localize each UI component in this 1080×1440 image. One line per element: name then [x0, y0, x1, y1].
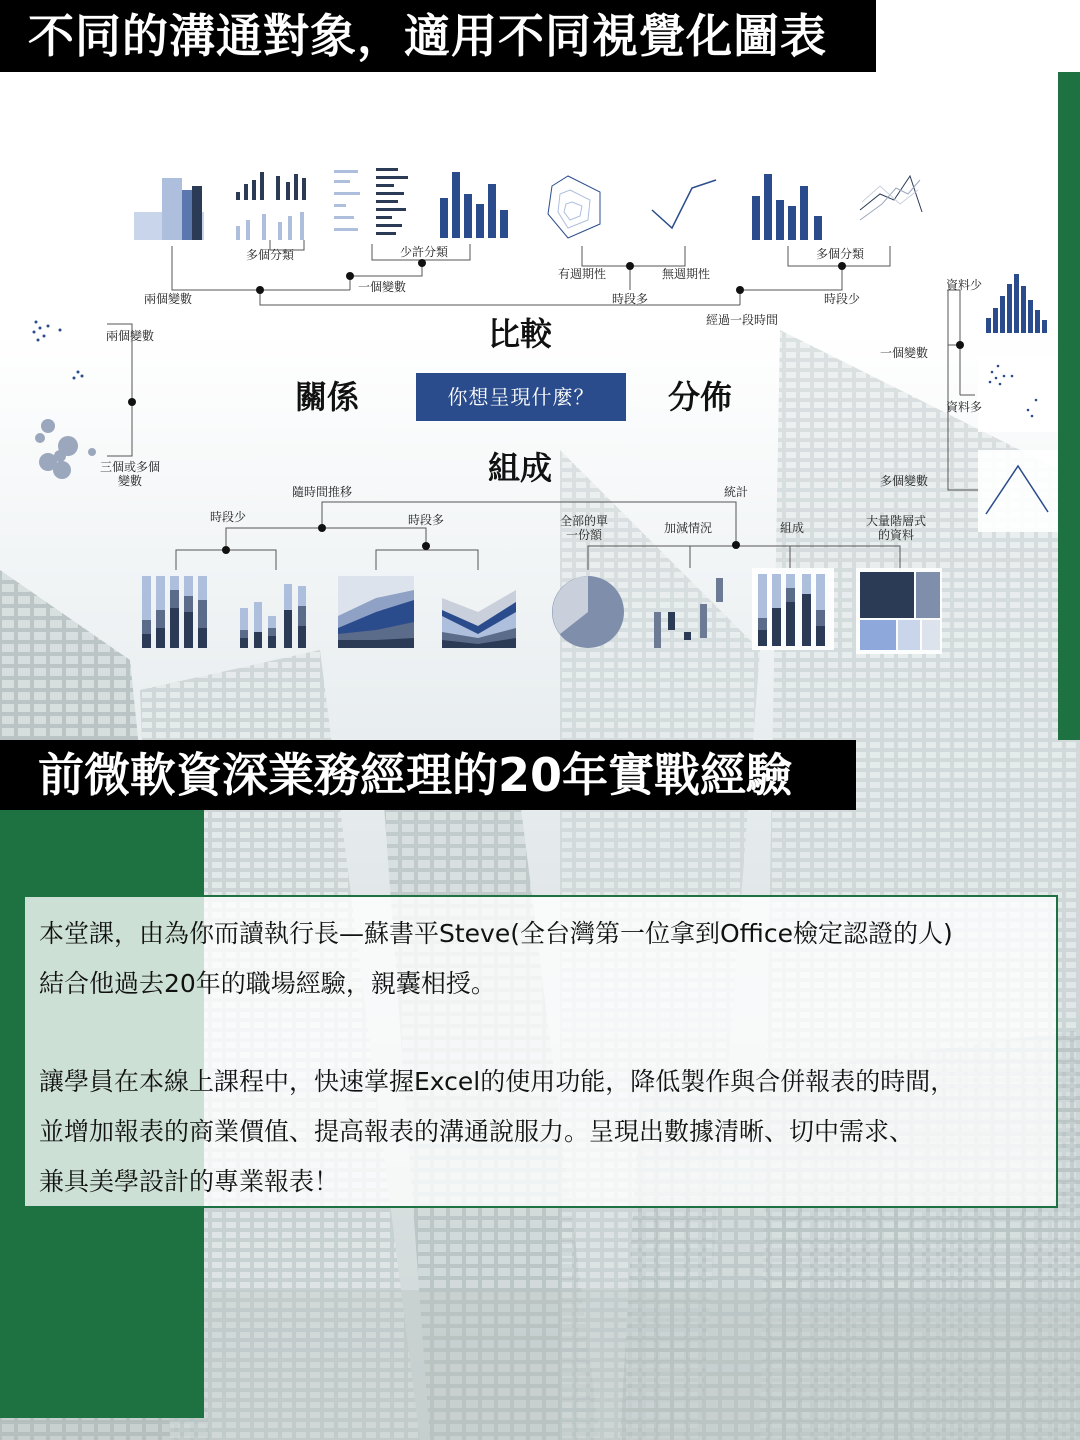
chart-selection-diagram	[0, 150, 1080, 670]
label-few-categories: 少許分類	[399, 245, 449, 259]
pie-chart-icon	[552, 576, 624, 648]
center-question-box: 你想呈現什麼？	[416, 373, 626, 421]
radar-chart-icon	[548, 176, 600, 238]
stacked-area-percent-icon	[338, 576, 414, 648]
column-chart-icon-2	[752, 174, 822, 240]
scatter-plot-icon	[33, 321, 84, 380]
course-description-box	[23, 895, 1058, 1208]
label-few-periods: 時段少	[823, 292, 861, 306]
top-title: 不同的溝通對象，適用不同視覺化圖表	[0, 0, 876, 72]
label-over-time: 經過一段時間	[705, 313, 779, 327]
waterfall-chart-icon	[654, 578, 723, 648]
label-large-hierarchy: 大量階層式的資料	[866, 514, 927, 542]
label-components: 組成	[779, 521, 805, 535]
grouped-column-icon	[236, 172, 306, 240]
histogram-icon	[986, 274, 1047, 333]
category-distribution: 分佈	[667, 378, 733, 416]
label-cyclic: 有週期性	[557, 267, 607, 281]
horizontal-bar-icon	[334, 168, 408, 235]
label-relationship-two-variables: 兩個變數	[106, 329, 155, 343]
label-composition-over-time: 隨時間推移	[291, 485, 353, 499]
label-share-of-total: 全部的單一份額	[559, 514, 608, 542]
category-composition: 組成	[487, 449, 553, 487]
label-distribution-one-variable: 一個變數	[880, 346, 929, 360]
variable-width-column-icon	[134, 178, 204, 240]
label-composition-few-periods: 時段少	[209, 510, 247, 524]
label-many-categories-2: 多個分類	[815, 247, 865, 261]
paragraph-2-line-2: 並增加報表的商業價值、提高報表的溝通說服力。呈現出數據清晰、切中需求、	[39, 1117, 915, 1146]
paragraph-2-line-1: 讓學員在本線上課程中，快速掌握Excel的使用功能，降低製作與合併報表的時間，	[39, 1067, 956, 1096]
label-composition-many-periods: 時段多	[407, 513, 445, 527]
category-relationship: 關係	[294, 378, 360, 416]
label-few-data: 資料少	[946, 278, 983, 292]
stacked-column-icon	[240, 584, 306, 648]
label-many-categories-1: 多個分類	[245, 248, 295, 262]
label-many-variables: 多個變數	[880, 474, 929, 488]
treemap-icon	[860, 572, 940, 650]
label-three-or-more-variables: 三個或多個變數	[100, 460, 161, 488]
label-static: 統計	[723, 485, 749, 499]
label-one-variable: 一個變數	[357, 280, 407, 294]
label-two-variables: 兩個變數	[143, 292, 193, 306]
line-chart-icon-1	[652, 180, 716, 228]
bubble-chart-icon	[35, 419, 96, 479]
middle-title: 前微軟資深業務經理的20年實戰經驗	[0, 740, 856, 810]
label-many-periods: 時段多	[611, 292, 649, 306]
label-many-data: 資料多	[946, 400, 983, 414]
paragraph-1-line-1: 本堂課，由為你而讀執行長—蘇書平Steve(全台灣第一位拿到Office檢定認證的人)	[39, 919, 953, 948]
stacked-area-icon	[442, 590, 516, 648]
paragraph-2-line-3: 兼具美學設計的專業報表！	[39, 1167, 340, 1196]
column-chart-icon-1	[440, 172, 508, 238]
paragraph-1-line-2: 結合他過去20年的職場經驗，親囊相授。	[39, 969, 496, 998]
label-non-cyclic: 無週期性	[661, 267, 711, 281]
multi-line-chart-icon	[860, 176, 922, 220]
stacked-column-percent-icon	[142, 576, 207, 648]
category-comparison: 比較	[487, 315, 553, 353]
label-accumulation: 加減情況	[663, 521, 713, 535]
